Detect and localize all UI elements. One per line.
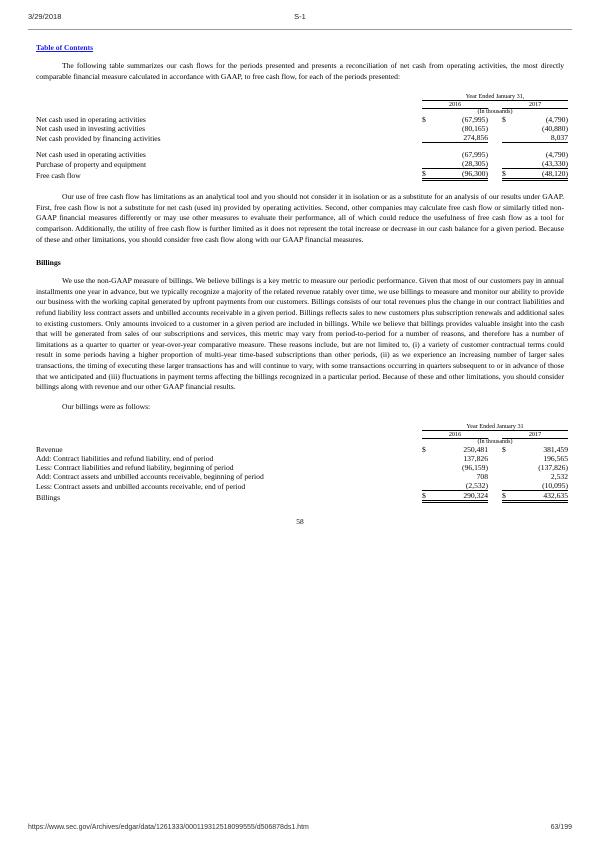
browser-print-footer <box>0 824 600 836</box>
cf-row-2-2017: 8,037 <box>512 133 568 143</box>
table-header-group-row <box>36 93 568 101</box>
bl-row-3-2017: 2,532 <box>550 472 569 482</box>
bl-row-1-label: Add: Contract liabilities and refund liability, end of period <box>36 454 214 464</box>
bl-year-2016: 2016 <box>422 431 488 439</box>
cf-row-2-2016-sym <box>422 133 432 143</box>
bl-row-1-2016: 137,826 <box>463 454 488 464</box>
cf-row-0-2016: (67,995) <box>462 115 488 125</box>
cf-row-2-2016: 274,856 <box>432 133 488 143</box>
bl-row-3-2016: 708 <box>476 472 488 482</box>
table-row <box>36 124 568 133</box>
cash-flow-table <box>36 93 568 181</box>
bl-row-4-label: Less: Contract assets and unbilled accounts receivable, end of period <box>36 481 246 491</box>
table-row <box>36 481 568 491</box>
bl-group-header: Year Ended January 31 <box>422 423 568 431</box>
bl-year-2017: 2017 <box>502 431 568 439</box>
cf-row-3-2016: (67,995) <box>462 150 488 160</box>
bl-row-1-2017: 196,565 <box>543 454 569 464</box>
table-row <box>36 445 568 454</box>
table-row <box>36 115 568 124</box>
cf-row-3-2017-sym <box>502 150 512 159</box>
cf-row-5-label: Free cash flow <box>36 170 81 180</box>
page-content <box>36 36 569 527</box>
print-footer-url: https://www.sec.gov/Archives/edgar/data/1261333/000119312518099555/d506878ds1.htm <box>28 824 309 831</box>
table-header-year-row <box>36 101 568 109</box>
cf-row-5-2017-sym: $ <box>502 169 512 180</box>
bl-units: (In thousands) <box>477 439 513 446</box>
cf-row-4-2016-sym <box>422 159 432 169</box>
cf-row-5-2017: (48,120) <box>512 169 568 180</box>
table-row <box>36 150 568 159</box>
cf-row-0-2017: (4,790) <box>545 115 568 125</box>
table-spacer-row <box>36 143 568 151</box>
print-header-doc-title: S-1 <box>294 12 306 21</box>
cf-row-4-2016: (28,305) <box>432 159 488 169</box>
bl-row-0-2016: 250,481 <box>463 445 488 455</box>
bl-row-2-label: Less: Contract liabilities and refund liability, beginning of period <box>36 463 234 473</box>
table-row <box>36 472 568 481</box>
bl-row-3-label: Add: Contract assets and unbilled accounts receivable, beginning of period <box>36 472 264 482</box>
cf-row-1-2017-sym <box>502 124 512 133</box>
cf-row-1-2016: (80,165) <box>462 124 488 134</box>
cf-row-4-2017: (43,330) <box>512 159 568 169</box>
bl-row-0-2016-sym: $ <box>422 445 426 455</box>
cf-row-5-2016-sym: $ <box>422 169 432 180</box>
cf-row-1-label: Net cash used in investing activities <box>36 124 146 134</box>
table-row <box>36 159 568 169</box>
billings-section-heading: Billings <box>36 258 61 268</box>
bl-row-0-2017-sym: $ <box>502 445 506 455</box>
cf-year-2016: 2016 <box>422 101 488 109</box>
table-row <box>36 491 568 502</box>
bl-row-5-2017-sym: $ <box>502 491 512 502</box>
document-page <box>0 36 600 526</box>
cf-row-0-label: Net cash used in operating activities <box>36 115 146 125</box>
bl-row-1-2017-sym <box>502 454 512 463</box>
cf-row-4-2017-sym <box>502 159 512 169</box>
cf-row-0-2016-sym: $ <box>422 115 426 125</box>
bl-row-3-2017-sym <box>502 472 512 481</box>
table-row <box>36 133 568 143</box>
table-of-contents-link[interactable]: Table of Contents <box>36 43 94 52</box>
billings-table <box>36 423 568 503</box>
table-row <box>36 463 568 472</box>
table-row <box>36 454 568 463</box>
bl-row-5-2016-sym: $ <box>422 491 432 502</box>
cf-row-1-2016-sym <box>422 124 432 133</box>
print-header-date: 3/29/2018 <box>28 12 62 21</box>
cf-row-5-2016: (96,300) <box>432 169 488 180</box>
bl-row-0-2017: 381,459 <box>543 445 569 455</box>
cf-row-4-label: Purchase of property and equipment <box>36 159 147 169</box>
document-page-number: 58 <box>296 517 304 527</box>
bl-row-1-2016-sym <box>422 454 432 463</box>
bl-row-0-label: Revenue <box>36 445 63 455</box>
browser-print-header <box>0 12 600 26</box>
print-footer-page-indicator: 63/199 <box>550 824 572 831</box>
cf-year-2017: 2017 <box>502 101 568 109</box>
bl-row-4-2016-sym <box>422 481 432 491</box>
intro-paragraph: The following table summarizes our cash flows for the periods presented and presents a reconciliation of net cash from operating activities, the most directly comparable financial measure calculated in accordance with GAAP, to free cash flow, for each of the periods presented: <box>36 61 564 81</box>
bl-row-4-2017-sym <box>502 481 512 491</box>
table-row <box>36 169 568 180</box>
cf-row-2-label: Net cash provided by financing activities <box>36 133 161 143</box>
billings-lead-in-paragraph: Our billings were as follows: <box>62 401 151 411</box>
cf-row-3-label: Net cash used in operating activities <box>36 150 146 160</box>
bl-row-2-2016-sym <box>422 463 432 472</box>
table-header-group-row <box>36 423 568 431</box>
bl-row-5-2017: 432,635 <box>512 491 568 502</box>
cf-row-0-2017-sym: $ <box>502 115 506 125</box>
bl-row-5-label: Billings <box>36 492 61 502</box>
cf-row-3-2017: (4,790) <box>545 150 568 160</box>
bl-row-4-2017: (10,095) <box>512 481 568 491</box>
cf-row-3-2016-sym <box>422 150 432 159</box>
bl-row-2-2017: (137,826) <box>538 463 569 473</box>
bl-row-2-2017-sym <box>502 463 512 472</box>
billings-body-paragraph: We use the non-GAAP measure of billings. We believe billings is a key metric to measure our periodic performance. Given that most of our customers pay in annual installments one year in advance, but we typically recognize a majority of the related revenue ratably over time, we use billings to measure and monitor our ability to provide our business with the working capital generated by upfront payments from our customers. Billings consists of our total revenues plus the change in our contract liabilities and refund liability less contract assets and unbilled accounts receivable in a given period. Billings reflects sales to new customers plus subscription renewals and additional sales to existing customers. Only amounts invoiced to a customer in a given period are included in billings. While we believe that billings provides valuable insight into the cash that will be generated from sales of our subscriptions and services, this metric may vary from period-to-period for a number of reasons, and therefore has a number of limitations as a quarter to quarter or year-over-year comparative measure. These reasons include, but are not limited to, (i) a variety of customer contractual terms could result in some periods having a higher proportion of multi-year time-based subscriptions than other periods, (ii) as we experience an increasing number of larger sales transactions, the timing of executing these larger transactions has and will continue to vary, with some transactions occurring in quarters subsequent to or in advance of those that we anticipated and (iii) fluctuations in payment terms affecting the billings recognized in a particular period. Because of these and other limitations, you should consider billings along with revenue and our other GAAP financial results. <box>36 276 564 392</box>
table-header-year-row <box>36 431 568 439</box>
bl-row-5-2016: 290,324 <box>432 491 488 502</box>
bl-row-4-2016: (2,532) <box>432 481 488 491</box>
cf-row-1-2017: (40,880) <box>542 124 568 134</box>
header-divider <box>28 29 572 30</box>
bl-row-3-2016-sym <box>422 472 432 481</box>
bl-row-2-2016: (96,159) <box>462 463 488 473</box>
cf-row-2-2017-sym <box>502 133 512 143</box>
cf-group-header: Year Ended January 31, <box>422 93 568 101</box>
free-cash-flow-limitations-paragraph: Our use of free cash flow has limitations as an analytical tool and you should not consider it in isolation or as a substitute for an analysis of our results under GAAP. First, free cash flow is not a substitute for net cash (used in) provided by operating activities. Second, other companies may calculate free cash flow or similarly titled non-GAAP financial measures differently or may use other measures to evaluate their performance, all of which could reduce the usefulness of free cash flow as a tool for comparison. Additionally, the utility of free cash flow is further limited as it does not represent the total increase or decrease in our cash balance for a given period. Because of these and other limitations, you should consider free cash flow along with our GAAP financial measures. <box>36 192 564 244</box>
cf-units: (In thousands) <box>477 109 513 116</box>
